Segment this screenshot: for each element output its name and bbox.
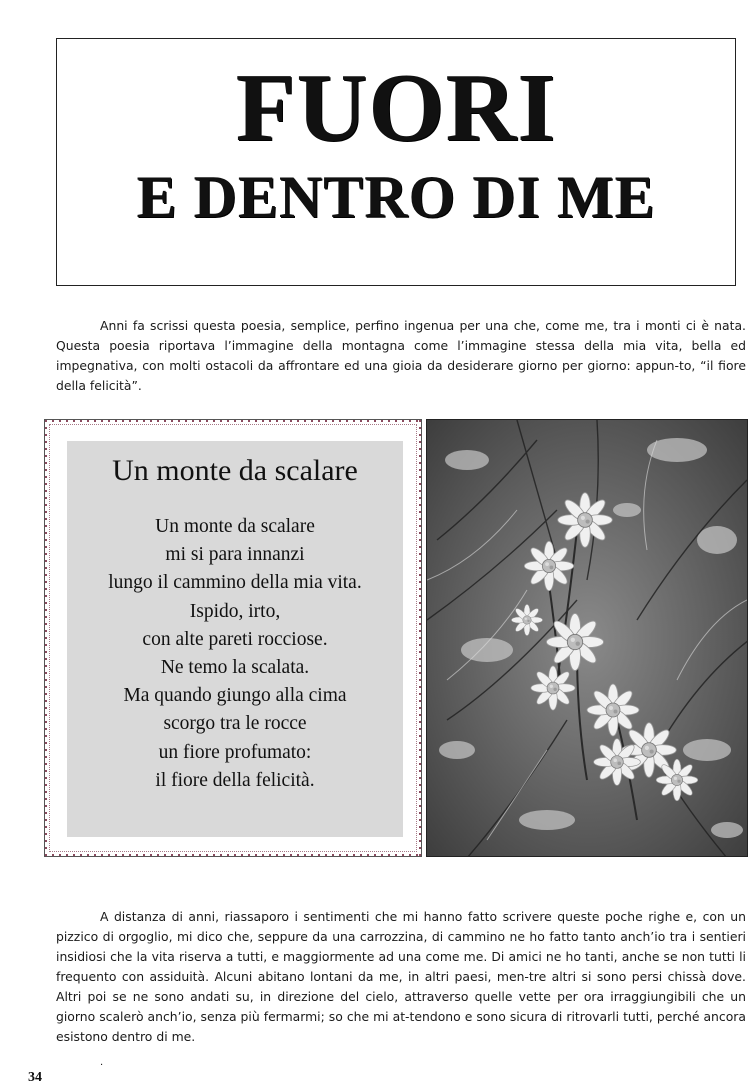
poem-line: lungo il cammino della mia vita. [108, 572, 362, 594]
page-number: 34 [28, 1070, 42, 1085]
poem-lines [67, 513, 403, 795]
poem-frame [44, 419, 422, 857]
poem-line: Ma quando giungo alla cima [123, 685, 347, 707]
edelweiss-illustration [427, 420, 748, 857]
poem-line: Ispido, irto, [189, 600, 281, 622]
intro-text: Anni fa scrissi questa poesia, semplice, perfino ingenua per una che, come me, tra i monti ci è nata. Questa poesia riportava l’immagine della montagna come l’immagine stessa della mia vita, bella ed impegnativa, con molti ostacoli da affrontare ed una gioia da desiderare giorno per giorno: appun-to, “il fiore della felicità”. [56, 318, 746, 393]
poem-box [67, 441, 403, 837]
poem-line: Ne temo la scalata. [160, 657, 310, 679]
poem-line: scorgo tra le rocce [163, 713, 307, 735]
closing-text: A distanza di anni, riassaporo i sentimenti che mi hanno fatto scrivere queste poche righe e, con un pizzico di orgoglio, mi dico che, seppure da una carrozzina, di cammino ne ho fatto tanto anch’io tra i sentieri insidiosi che la vita riserva a tutti, e maggiormente ad una come me. Di amici ne ho tanti, anche se non tutti li frequento con assiduità. Alcuni abitano lontani da me, in altri paesi, men-tre altri si sono persi chissà dove. Altri poi se ne sono andati su, in direzione del cielo, attraverso quelle vette per ora irraggiungibili che un giorno scalerò anch’io, senza più fermarmi; so che mi at-tendono e sono sicura di ritrovarli tutti, perché ancora esistono dentro di me. [56, 909, 746, 1044]
poem-line: il fiore della felicità. [155, 769, 315, 791]
poem-line: Un monte da scalare [155, 516, 315, 537]
closing-paragraph [56, 907, 746, 1047]
poem-title: Un monte da scalare [112, 454, 358, 487]
edelweiss-photo [426, 419, 748, 857]
poem-line: un fiore profumato: [158, 741, 312, 763]
title-box [56, 38, 736, 286]
title-line-1: FUORI [235, 54, 557, 162]
poem-line: con alte pareti rocciose. [142, 628, 328, 650]
intro-paragraph [56, 316, 746, 396]
poem-line: mi si para innanzi [165, 544, 305, 566]
stray-mark: . [100, 1057, 104, 1068]
title-line-2: E DENTRO DI ME [136, 164, 656, 230]
